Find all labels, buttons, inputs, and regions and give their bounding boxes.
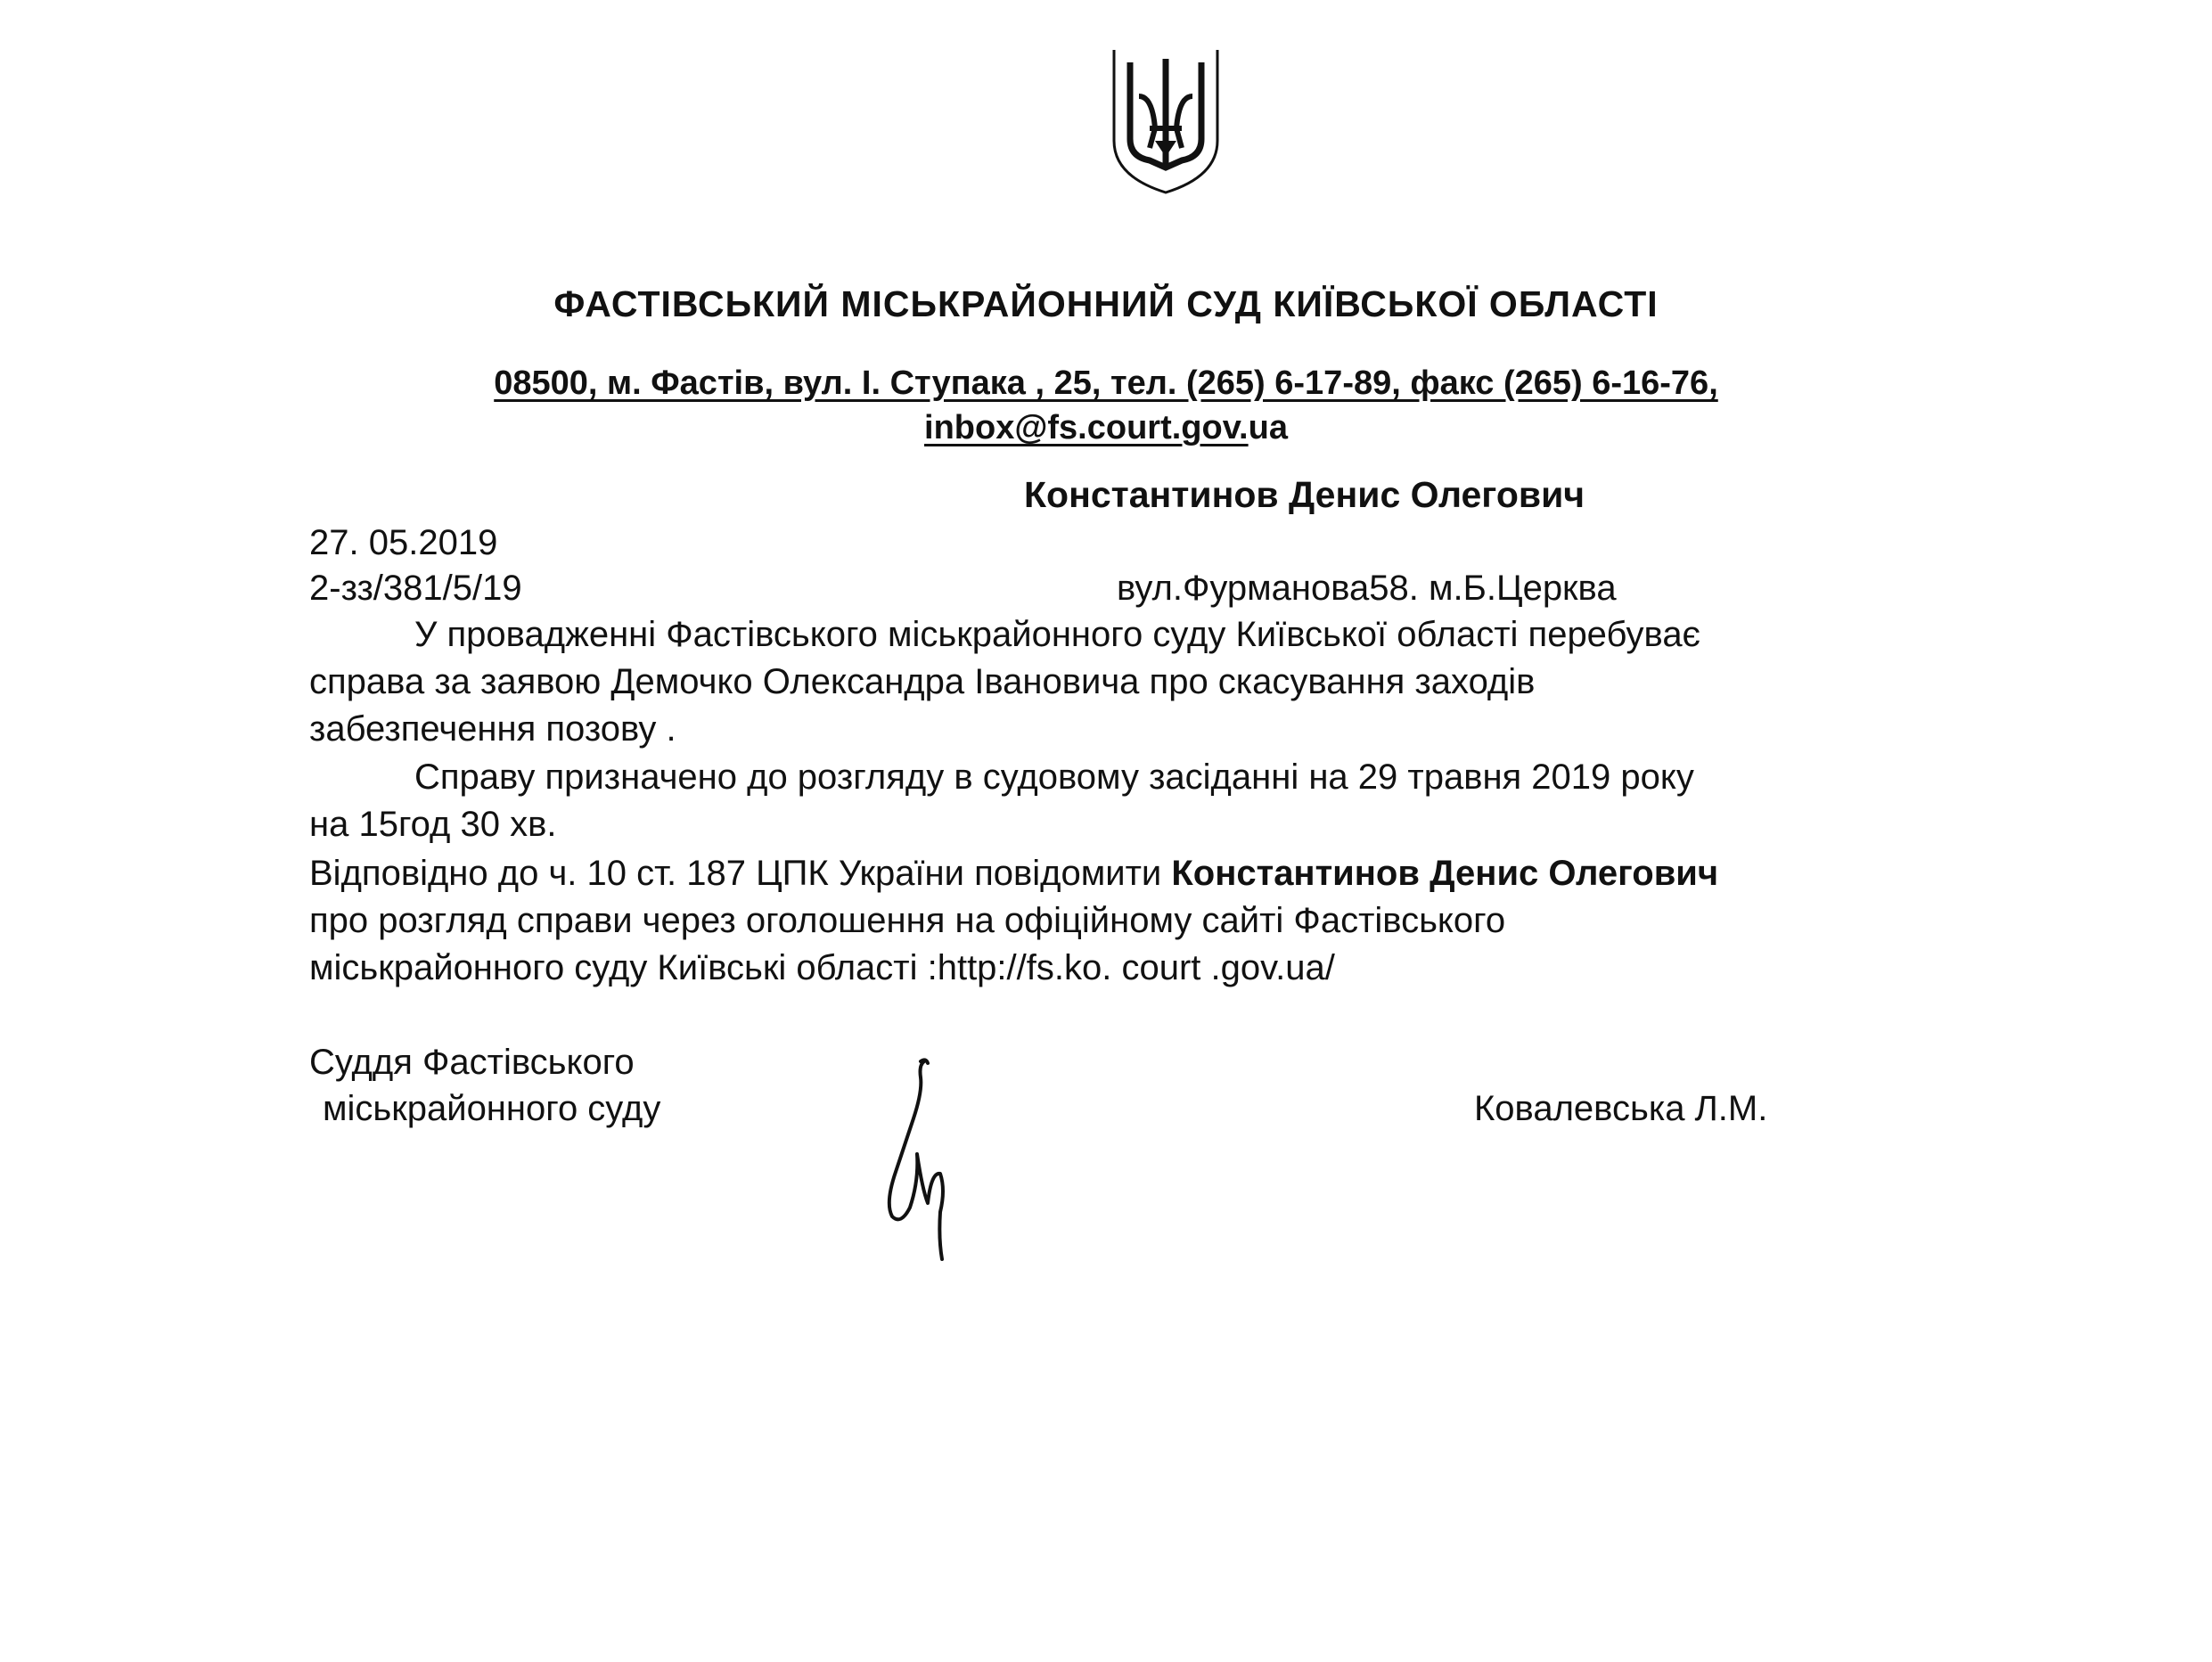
notified-person-name: Константинов Денис Олегович <box>1171 854 1719 893</box>
court-address <box>0 361 2212 450</box>
court-name: ФАСТІВСЬКИЙ МІСЬКРАЙОННИЙ СУД КИЇВСЬКОЇ ОБЛАСТІ <box>553 283 1659 324</box>
judge-name: Ковалевська Л.М. <box>1474 1089 1768 1128</box>
ukraine-trident-icon <box>1103 43 1228 196</box>
notification-text: Відповідно до ч. 10 ст. 187 ЦПК України повідомити <box>309 854 1172 893</box>
paragraph-line: на 15год 30 хв. <box>309 805 557 844</box>
court-address-line: 08500, м. Фастів, вул. І. Ступака , 25, тел. (265) 6-17-89, факс (265) 6-16-76, <box>494 364 1718 402</box>
paragraph-line: справа за заявою Демочко Олександра Івановича про скасування заходів <box>309 662 1536 701</box>
judge-title-line1: Суддя Фастівського <box>309 1043 635 1082</box>
paragraph-line <box>309 854 1718 894</box>
paragraph-line: Справу призначено до розгляду в судовому засіданні на 29 травня 2019 року <box>414 757 1694 797</box>
paragraph-line: У провадженні Фастівського міськрайонного суду Київської області перебуває <box>414 615 1700 654</box>
handwritten-signature-icon <box>869 1056 967 1261</box>
court-email-rest: ua <box>1248 409 1288 446</box>
court-email <box>0 405 2212 450</box>
document-date: 27. 05.2019 <box>309 523 498 562</box>
paragraph-hearing <box>309 757 2020 856</box>
recipient-address: вул.Фурманова58. м.Б.Церква <box>1117 569 1617 608</box>
case-number: 2-зз/381/5/19 <box>309 569 522 608</box>
paragraph-notification <box>309 854 2020 1005</box>
paragraph-line: про розгляд справи через оголошення на офіційному сайті Фастівського <box>309 901 1506 940</box>
judge-title-line2: міськрайонного суду <box>323 1089 661 1128</box>
recipient-name: Константинов Денис Олегович <box>1024 474 1585 515</box>
paragraph-line: міськрайонного суду Київські області :http://fs.ko. court .gov.ua/ <box>309 948 1335 987</box>
court-email-underlined: inbox@fs.court.gov. <box>924 409 1249 446</box>
paragraph-line: забезпечення позову . <box>309 709 676 749</box>
paragraph-case-info <box>309 615 2020 766</box>
